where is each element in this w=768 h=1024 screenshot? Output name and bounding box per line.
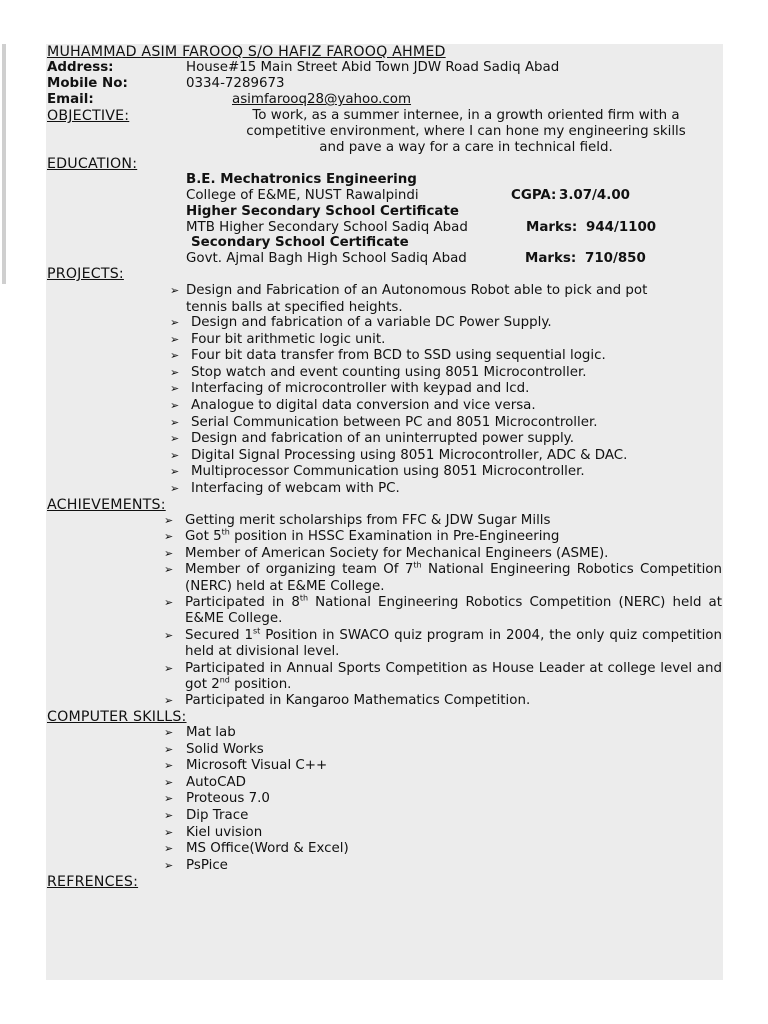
project-item: ➢ Four bit data transfer from BCD to SSD using sequential logic. [170, 348, 606, 364]
mobile-value: 0334-7289673 [186, 76, 285, 91]
mobile-label: Mobile No: [47, 76, 128, 91]
achievement-item: ➢ Got 5th position in HSSC Examination in Pre-Engineering [164, 527, 560, 545]
hssc-marks-value: 944/1100 [586, 220, 657, 235]
bullet-arrow-icon: ➢ [164, 825, 174, 839]
bullet-arrow-icon: ➢ [164, 842, 174, 856]
degree-hssc: Higher Secondary School Certificate [186, 204, 459, 219]
bullet-arrow-icon: ➢ [164, 530, 174, 544]
education-heading: EDUCATION: [47, 156, 138, 172]
objective-heading: OBJECTIVE: [47, 108, 130, 124]
email-link[interactable]: asimfarooq28@yahoo.com [232, 92, 412, 107]
achievement-item: ➢ Participated in Annual Sports Competition as House Leader at college level and got 2nd position. [164, 660, 722, 693]
skill-item: ➢ Kiel uvision [164, 824, 263, 840]
cgpa-label: CGPA: [511, 188, 557, 203]
resume-page: MUHAMMAD ASIM FAROOQ S/O HAFIZ FAROOQ AHMED Address: House#15 Main Street Abid Town JDW Road Sadiq Abad Mobile No: 0334-7289673 Email: asimfarooq28@yahoo.com OBJECTIVE: To work, as a summer internee, in a growth oriented firm with a competitive environment, where I can hone my engineering skills and pave a way for a care in technical field. EDUCATION: B.E. Mechatronics Engineering College of E&ME, NUST Rawalpindi CGPA: 3.07/4.00 Higher Secondary School Certificate MTB Higher Secondary School Sadiq Abad Marks: 944/1100 Secondary School Certificate Govt. Ajmal Bagh High School Sadiq Abad Marks: 710/850 PROJECTS: ➢ Design and Fabrication of an Autonomous Robot able to pick and pot tennis balls at specified heights. ➢ Design and fabrication of a variable DC Power Supply. ➢ Four bit arithmetic logic unit. ➢ Four bit data transfer from BCD to SSD using sequential logic. ➢ Stop watch and event counting using 8051 Microcontroller. ➢ Interfacing of microcontroller with keypad and lcd. ➢ Analogue to digital data conversion and vice versa. ➢ Serial Communication between PC and 8051 Microcontroller. ➢ Design and fabrication of an uninterrupted power supply. ➢ Digital Signal Processing using 8051 Microcontroller, ADC & DAC. ➢ Multiprocessor Communication using 8051 Microcontroller. ➢ Interfacing of webcam with PC. ACHIEVEMENTS: ➢ Getting merit scholarships from FFC & JDW Sugar Mills ➢ Got 5th position in HSSC Examination in Pre-Engineering ➢ Member of American Society for Mechanical Engineers (ASME). ➢ Member of organizing team Of 7th National Engineering Robotics Competition (NERC) held at E&ME College. ➢ Participated in 8th National Engineering Robotics Competition (NERC) held at E&ME College. ➢ Secured 1st Position in SWACO quiz program in 2004, the only quiz competition held at divisional level. ➢ Participated in Annual Sports Competition as House Leader at college level and got 2nd position. ➢ Participated in Kangaroo Mathematics Competition. COMPUTER SKILLS: ➢ Mat lab ➢ Solid Works ➢ Microsoft Visual C++ ➢ AutoCAD ➢ Proteous 7.0 ➢ Dip Trace ➢ Kiel uvision ➢ MS Office(Word & Excel) ➢ PsPice REFRENCES: [46, 44, 723, 980]
degree-ssc: Secondary School Certificate [191, 235, 409, 250]
projects-heading: PROJECTS: [47, 266, 124, 282]
achievement-item: ➢ Participated in 8th National Engineering Robotics Competition (NERC) held at E&ME College. [164, 593, 722, 627]
bullet-arrow-icon: ➢ [170, 332, 180, 346]
bullet-arrow-icon: ➢ [170, 349, 180, 363]
computer-skills-heading: COMPUTER SKILLS: [47, 709, 187, 725]
achievements-heading: ACHIEVEMENTS: [47, 497, 166, 513]
achievement-item: ➢ Member of organizing team Of 7th National Engineering Robotics Competition (NERC) held at E&ME College. [164, 560, 722, 594]
project-item: ➢ Interfacing of webcam with PC. [170, 480, 400, 496]
bullet-arrow-icon: ➢ [164, 742, 174, 756]
skill-item: ➢ Solid Works [164, 741, 264, 757]
project-item: ➢ Digital Signal Processing using 8051 Microcontroller, ADC & DAC. [170, 447, 628, 463]
project-item: ➢ Design and fabrication of a variable DC Power Supply. [170, 315, 552, 330]
institute-nust: College of E&ME, NUST Rawalpindi [186, 188, 419, 203]
bullet-arrow-icon: ➢ [164, 792, 174, 806]
skill-item: ➢ Proteous 7.0 [164, 791, 270, 807]
institute-mtb: MTB Higher Secondary School Sadiq Abad [186, 220, 468, 235]
bullet-arrow-icon: ➢ [164, 759, 174, 773]
project-item: ➢ Serial Communication between PC and 8051 Microcontroller. [170, 414, 598, 430]
bullet-arrow-icon: ➢ [170, 398, 180, 412]
objective-line-3: and pave a way for a care in technical field. [319, 140, 613, 155]
skills-list [164, 725, 564, 874]
skill-item: ➢ Microsoft Visual C++ [164, 758, 328, 774]
email-label: Email: [47, 92, 94, 107]
project-item: ➢ Analogue to digital data conversion and vice versa. [170, 397, 536, 413]
objective-line-2: competitive environment, where I can hone my engineering skills [246, 124, 686, 139]
bullet-arrow-icon: ➢ [164, 694, 174, 708]
project-item: ➢ Interfacing of microcontroller with keypad and lcd. [170, 381, 530, 397]
bullet-arrow-icon: ➢ [170, 284, 180, 297]
bullet-arrow-icon: ➢ [170, 316, 180, 329]
skill-item: ➢ Dip Trace [164, 807, 249, 823]
ssc-marks-label: Marks: [525, 251, 577, 266]
institute-ajmal-bagh: Govt. Ajmal Bagh High School Sadiq Abad [186, 251, 467, 266]
projects-list [170, 315, 730, 498]
bullet-arrow-icon: ➢ [170, 465, 180, 479]
hssc-marks-label: Marks: [526, 220, 578, 235]
bullet-arrow-icon: ➢ [164, 563, 174, 577]
bullet-arrow-icon: ➢ [170, 481, 180, 495]
bullet-arrow-icon: ➢ [164, 858, 174, 872]
skill-item: ➢ AutoCAD [164, 774, 246, 790]
cgpa-value: 3.07/4.00 [559, 188, 630, 203]
address-label: Address: [47, 60, 114, 75]
achievement-item: ➢ Getting merit scholarships from FFC & JDW Sugar Mills [164, 513, 551, 528]
project-item: ➢ Four bit arithmetic logic unit. [170, 331, 386, 347]
skill-item: ➢ MS Office(Word & Excel) [164, 841, 349, 857]
project-item: ➢ Stop watch and event counting using 8051 Microcontroller. [170, 364, 587, 380]
bullet-arrow-icon: ➢ [164, 628, 174, 642]
achievement-item: ➢ Participated in Kangaroo Mathematics Competition. [164, 693, 531, 709]
page-margin-rule [2, 44, 6, 284]
project-item: ➢ Design and fabrication of an uninterrupted power supply. [170, 431, 574, 447]
bullet-arrow-icon: ➢ [164, 546, 174, 560]
bullet-arrow-icon: ➢ [164, 808, 174, 822]
bullet-arrow-icon: ➢ [164, 661, 174, 675]
ssc-marks-value: 710/850 [585, 251, 646, 266]
achievements-list [164, 513, 722, 710]
objective-text [186, 108, 746, 156]
achievement-item: ➢ Secured 1st Position in SWACO quiz program in 2004, the only quiz competition held at divisional level. [164, 626, 722, 660]
bullet-arrow-icon: ➢ [164, 514, 174, 527]
bullet-arrow-icon: ➢ [170, 432, 180, 446]
bullet-arrow-icon: ➢ [170, 448, 180, 462]
bullet-arrow-icon: ➢ [164, 726, 174, 739]
bullet-arrow-icon: ➢ [170, 415, 180, 429]
address-value: House#15 Main Street Abid Town JDW Road Sadiq Abad [186, 60, 560, 75]
achievement-item: ➢ Member of American Society for Mechanical Engineers (ASME). [164, 545, 609, 561]
bullet-arrow-icon: ➢ [170, 382, 180, 396]
skill-item: ➢ Mat lab [164, 725, 236, 740]
project-item: ➢ Multiprocessor Communication using 8051 Microcontroller. [170, 464, 585, 480]
bullet-arrow-icon: ➢ [164, 775, 174, 789]
degree-be: B.E. Mechatronics Engineering [186, 172, 417, 187]
skill-item: ➢ PsPice [164, 857, 228, 873]
bullet-arrow-icon: ➢ [170, 365, 180, 379]
bullet-arrow-icon: ➢ [164, 596, 174, 610]
objective-line-1: To work, as a summer internee, in a growth oriented firm with a [252, 108, 680, 123]
candidate-name: MUHAMMAD ASIM FAROOQ S/O HAFIZ FAROOQ AHMED [47, 44, 446, 60]
references-heading: REFRENCES: [47, 874, 139, 890]
